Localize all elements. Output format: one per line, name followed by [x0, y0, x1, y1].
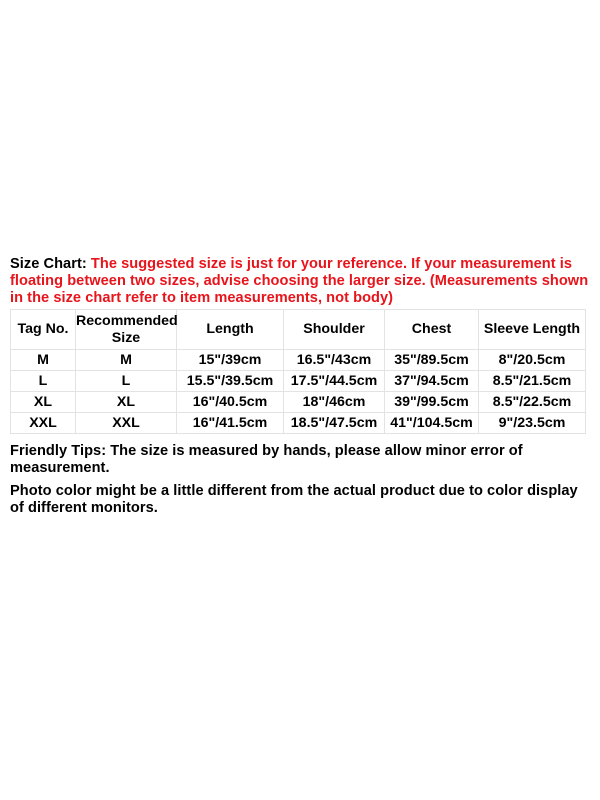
header-tag-no: Tag No. [11, 310, 76, 350]
cell-sleeve-length: 8.5"/22.5cm [479, 392, 586, 413]
size-chart-label: Size Chart: [10, 256, 87, 272]
cell-tag-no: XL [11, 392, 76, 413]
cell-length: 16"/40.5cm [177, 392, 284, 413]
cell-shoulder: 18"/46cm [284, 392, 385, 413]
table-row [11, 392, 586, 413]
cell-recommended-size: XXL [76, 413, 177, 434]
cell-tag-no: XXL [11, 413, 76, 434]
cell-shoulder: 18.5"/47.5cm [284, 413, 385, 434]
cell-sleeve-length: 8"/20.5cm [479, 350, 586, 371]
cell-sleeve-length: 9"/23.5cm [479, 413, 586, 434]
cell-recommended-size: XL [76, 392, 177, 413]
cell-tag-no: M [11, 350, 76, 371]
header-length: Length [177, 310, 284, 350]
cell-length: 15"/39cm [177, 350, 284, 371]
friendly-tips: Friendly Tips: The size is measured by hands, please allow minor error of measurement. [10, 443, 523, 476]
table-row [11, 350, 586, 371]
cell-shoulder: 17.5"/44.5cm [284, 371, 385, 392]
cell-length: 15.5"/39.5cm [177, 371, 284, 392]
cell-chest: 37"/94.5cm [385, 371, 479, 392]
cell-chest: 41"/104.5cm [385, 413, 479, 434]
size-chart-note: The suggested size is just for your reference. If your measurement is floating between two sizes, advise choosing the larger size. (Measurements shown in the size chart refer to item measurements, not body) [10, 256, 589, 306]
cell-length: 16"/41.5cm [177, 413, 284, 434]
cell-shoulder: 16.5"/43cm [284, 350, 385, 371]
cell-chest: 39"/99.5cm [385, 392, 479, 413]
cell-sleeve-length: 8.5"/21.5cm [479, 371, 586, 392]
photo-color-note: Photo color might be a little different from the actual product due to color display of different monitors. [10, 483, 578, 516]
cell-chest: 35"/89.5cm [385, 350, 479, 371]
cell-tag-no: L [11, 371, 76, 392]
size-chart-intro [10, 256, 595, 307]
cell-recommended-size: M [76, 350, 177, 371]
table-header-row [11, 310, 586, 350]
header-recommended-size: Recommended Size [76, 310, 177, 350]
table-row [11, 413, 586, 434]
header-shoulder: Shoulder [284, 310, 385, 350]
header-chest: Chest [385, 310, 479, 350]
cell-recommended-size: L [76, 371, 177, 392]
size-table [10, 309, 586, 434]
table-row [11, 371, 586, 392]
header-sleeve-length: Sleeve Length [479, 310, 586, 350]
